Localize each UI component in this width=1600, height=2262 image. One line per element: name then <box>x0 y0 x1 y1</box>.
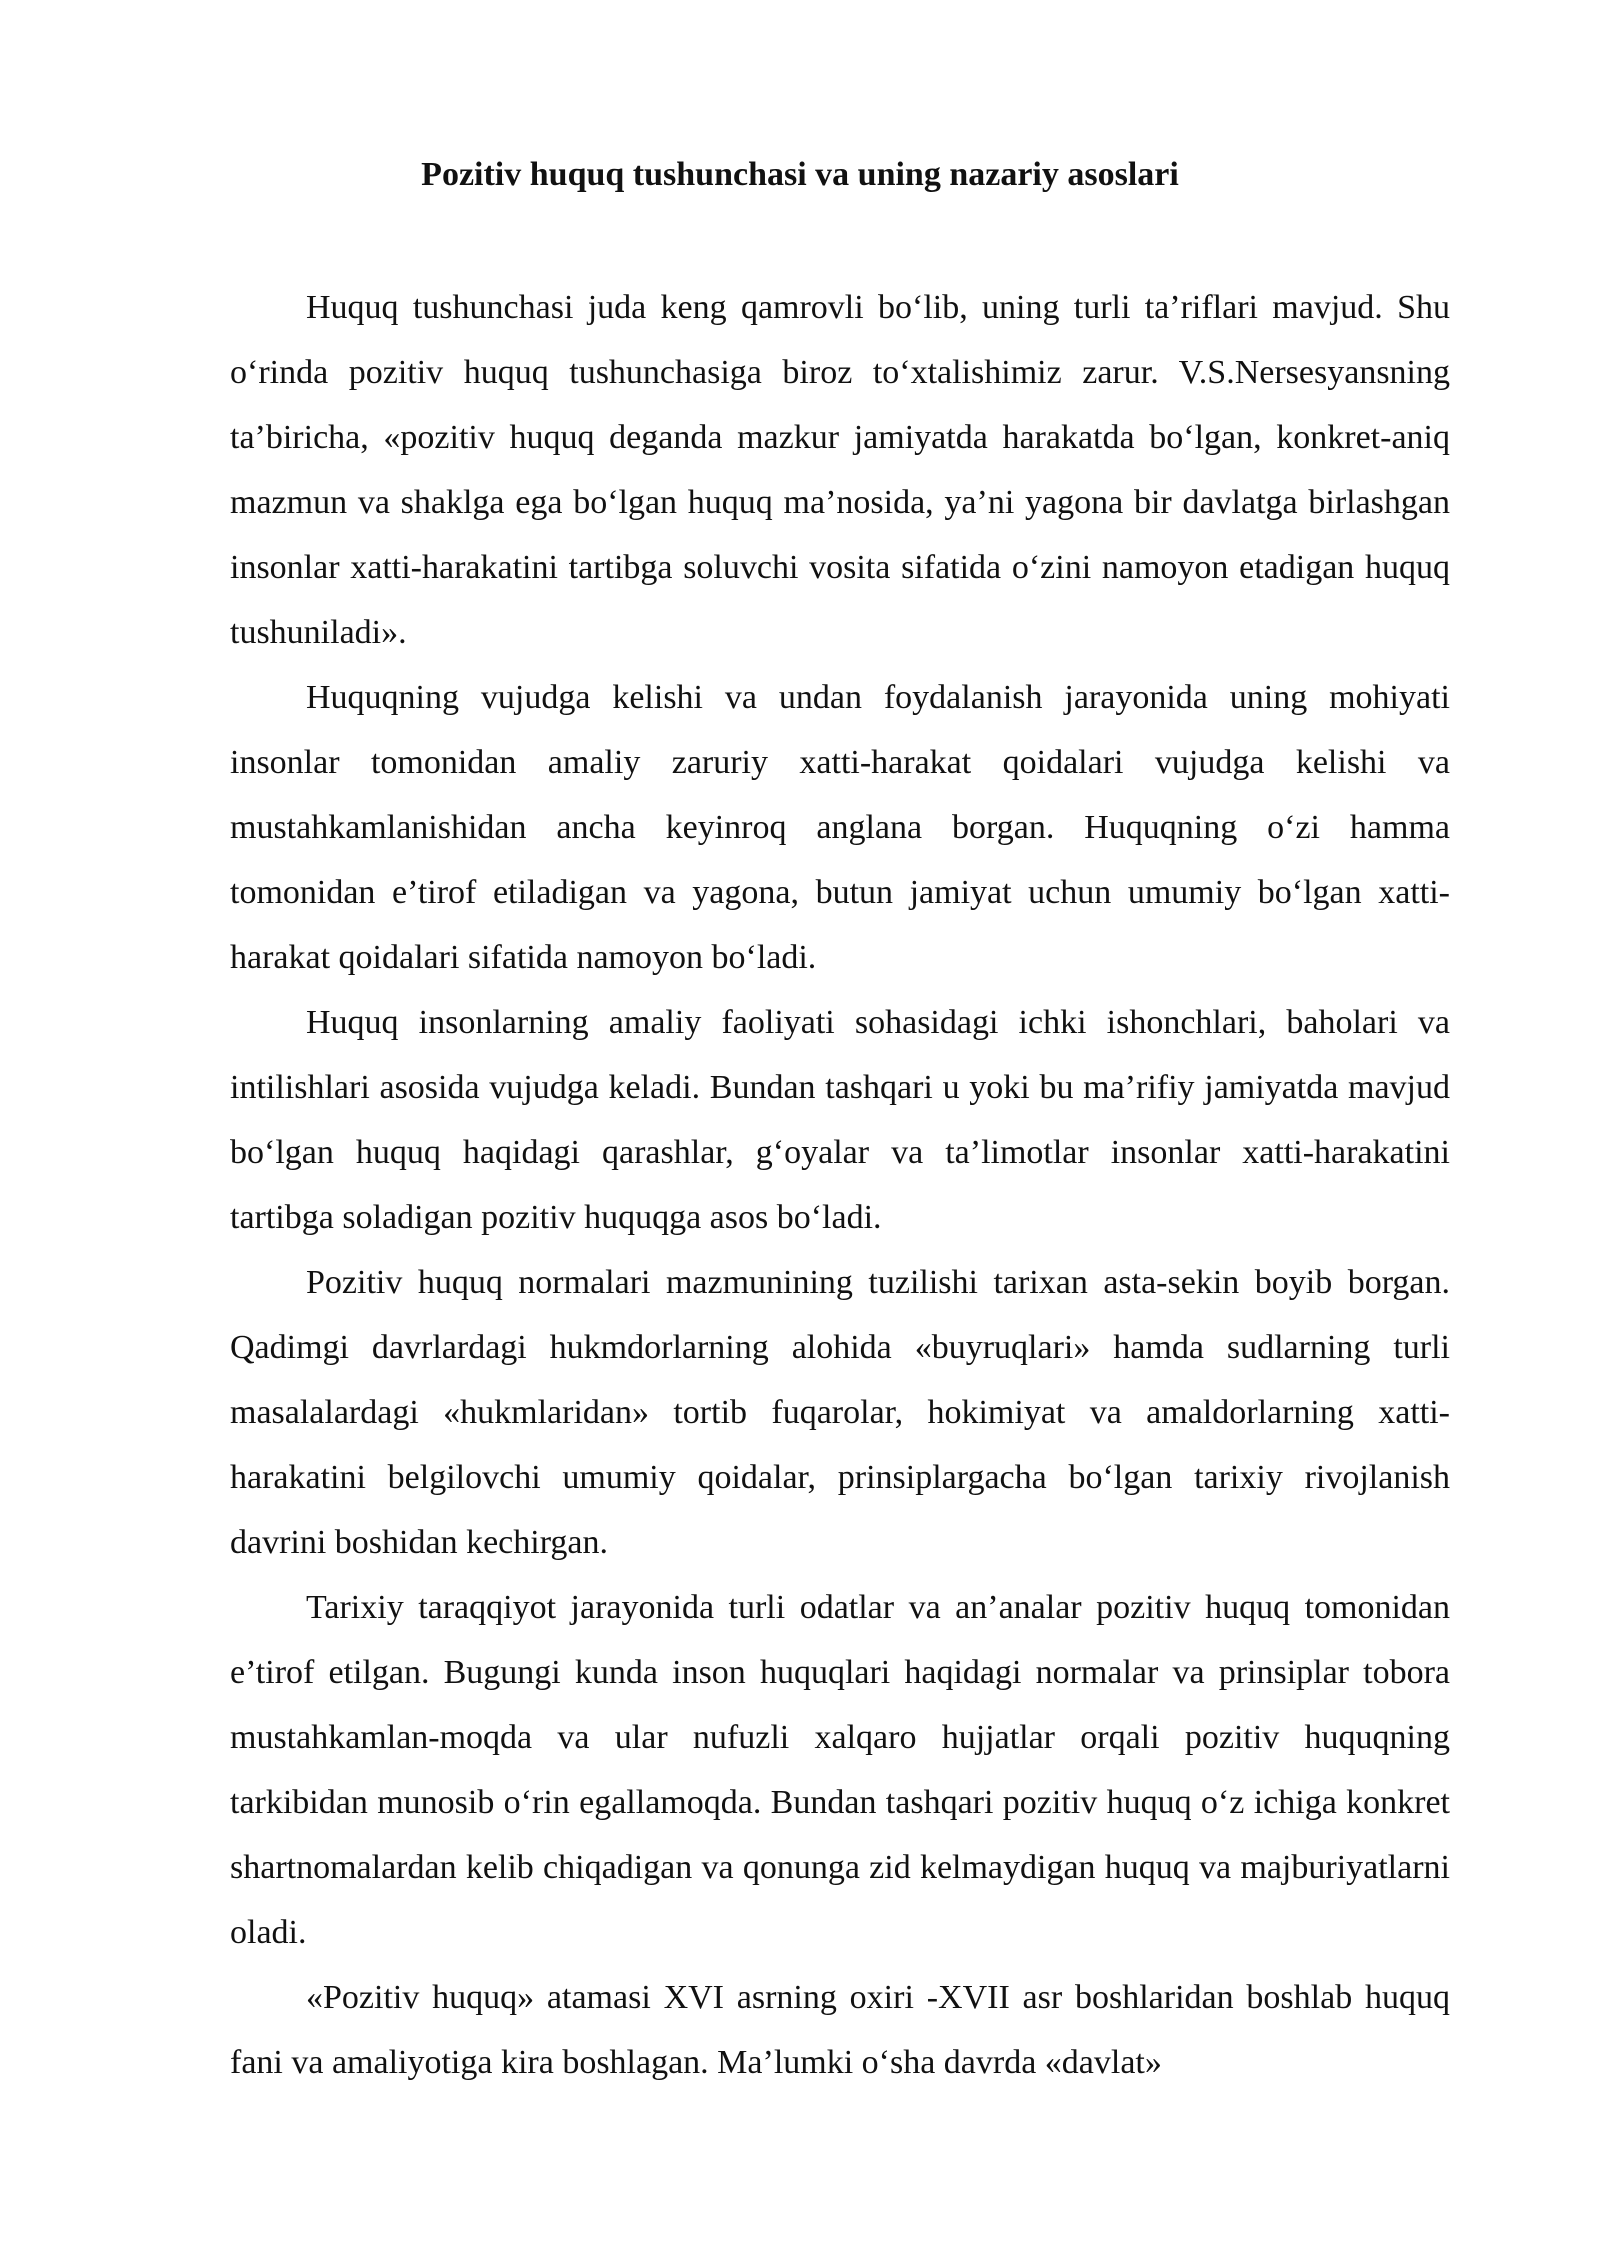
paragraph-6: «Pozitiv huquq» atamasi XVI asrning oxiri -XVII asr boshlaridan boshlab huquq fani va amaliyotiga kira boshlagan. Ma’lumki o‘sha davrda «davlat» <box>230 1979 1450 2081</box>
paragraph-3: Huquq insonlarning amaliy faoliyati sohasidagi ichki ishonchlari, baholari va intilishlari asosida vujudga keladi. Bundan tashqari u yoki bu ma’rifiy jamiyatda mavjud bo‘lgan huquq haqidagi qarashlar, g‘oyalar va ta’limotlar insonlar xatti-harakatini tartibga soladigan pozitiv huquqga asos bo‘ladi. <box>230 1004 1450 1236</box>
document-title: Pozitiv huquq tushunchasi va uning nazariy asoslari <box>421 156 1179 193</box>
paragraph-2: Huquqning vujudga kelishi va undan foydalanish jarayonida uning mohiyati insonlar tomonidan amaliy zaruriy xatti-harakat qoidalari vujudga kelishi va mustahkamlanishidan ancha keyinroq anglana borgan. Huquqning o‘zi hamma tomonidan e’tirof etiladigan va yagona, butun jamiyat uchun umumiy bo‘lgan xatti-harakat qoidalari sifatida namoyon bo‘ladi. <box>230 679 1450 976</box>
paragraph-5: Tarixiy taraqqiyot jarayonida turli odatlar va an’analar pozitiv huquq tomonidan e’tirof etilgan. Bugungi kunda inson huquqlari haqidagi normalar va prinsiplar tobora mustahkamlan-moqda va ular nufuzli xalqaro hujjatlar orqali pozitiv huquqning tarkibidan munosib o‘rin egallamoqda. Bundan tashqari pozitiv huquq o‘z ichiga konkret shartnomalardan kelib chiqadigan va qonunga zid kelmaydigan huquq va majburiyatlarni oladi. <box>230 1589 1450 1951</box>
paragraph-4: Pozitiv huquq normalari mazmunining tuzilishi tarixan asta-sekin boyib borgan. Qadimgi davrlardagi hukmdorlarning alohida «buyruqlari» hamda sudlarning turli masalalardagi «hukmlaridan» tortib fuqarolar, hokimiyat va amaldorlarning xatti-harakatini belgilovchi umumiy qoidalar, prinsiplargacha bo‘lgan tarixiy rivojlanish davrini boshidan kechirgan. <box>230 1264 1450 1561</box>
document-body <box>230 275 1450 2095</box>
paragraph-1: Huquq tushunchasi juda keng qamrovli bo‘lib, uning turli ta’riflari mavjud. Shu o‘rinda pozitiv huquq tushunchasiga biroz to‘xtalishimiz zarur. V.S.Nersesyansning ta’biricha, «pozitiv huquq deganda mazkur jamiyatda harakatda bo‘lgan, konkret-aniq mazmun va shaklga ega bo‘lgan huquq ma’nosida, ya’ni yagona bir davlatga birlashgan insonlar xatti-harakatini tartibga soluvchi vosita sifatida o‘zini namoyon etadigan huquq tushuniladi». <box>230 289 1450 651</box>
